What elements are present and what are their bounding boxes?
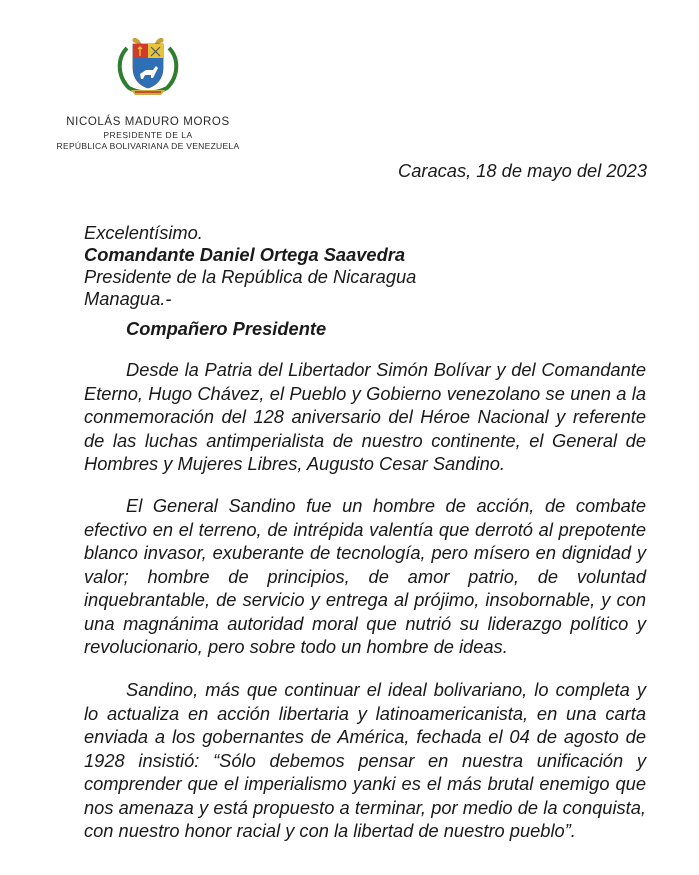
sender-title-line2: REPÚBLICA BOLIVARIANA DE VENEZUELA (56, 141, 240, 151)
body-paragraph: El General Sandino fue un hombre de acción, de combate efectivo en el terreno, de intrépida valentía que derrotó al prepotente blanco invasor, exuberante de tecnología, pero mísero en dignidad y valor; hombre de principios, de amor patrio, de voluntad inquebrantable, de servicio y entrega al prójimo, insobornable, y con una magnánima autoridad moral que nutrió su liderazgo político y revolucionario, pero sobre todo un hombre de ideas. (84, 495, 646, 657)
body-paragraph: Sandino, más que continuar el ideal bolivariano, lo completa y lo actualiza en acción libertaria y latinoamericanista, en una carta enviada a los gobernantes de América, fechada el 04 de agosto de 1928 insistió: “Sólo debemos pensar en nuestra unificación y comprender que el imperialismo yanki es el más brutal enemigo que nos amenaza y está propuesto a terminar, por medio de la conquista, con nuestro honor racial y con la libertad de nuestro pueblo”. (84, 679, 646, 841)
sender-name: NICOLÁS MADURO MOROS (66, 116, 230, 128)
greeting: Compañero Presidente (126, 318, 327, 339)
salutation: Excelentísimo. (84, 222, 203, 243)
coat-of-arms-emblem (113, 34, 183, 98)
sender-title-line1: PRESIDENTE DE LA (103, 130, 193, 140)
recipient-city: Managua.- (84, 288, 172, 309)
body-paragraph: Desde la Patria del Libertador Simón Bolívar y del Comandante Eterno, Hugo Chávez, el Pueblo y Gobierno venezolano se unen a la conmemoración del 128 aniversario del Héroe Nacional y referente de las luchas antimperialista de nuestro continente, el General de Hombres y Mujeres Libres, Augusto Cesar Sandino. (84, 359, 646, 474)
recipient-title: Presidente de la República de Nicaragua (84, 266, 417, 287)
recipient-name: Comandante Daniel Ortega Saavedra (84, 244, 406, 265)
letter-date: Caracas, 18 de mayo del 2023 (398, 160, 647, 181)
